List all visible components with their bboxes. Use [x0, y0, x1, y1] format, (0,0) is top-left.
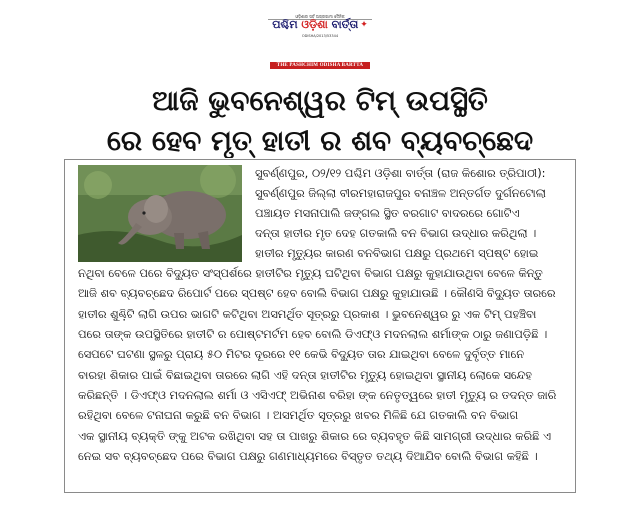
logo-ornament-icon: ✦ [360, 20, 368, 30]
article-line: ପରେ ତାଙ୍କ ଉପସ୍ଥିତିରେ ହାତୀଟି ର ପୋଷ୍ଟମର୍ଟମ ହେବ ବୋଲି ଡିଏଫ୍ଓ ମଦନଲାଲ ଶର୍ମାଙ୍କ ଠାରୁ ଜଣାପଡ଼ିଛି । [78, 327, 548, 341]
elephant-image-icon [78, 165, 242, 262]
registration-number: ODISHA/2013/53344 [301, 34, 339, 38]
newspaper-logo [268, 18, 372, 32]
article-line: ହାତୀର ମୃତ୍ୟୁର କାରଣ ବନବିଭାଗ ପକ୍ଷରୁ ପ୍ରଥମେ ସ୍ପଷ୍ଟ ହୋଇ [255, 246, 539, 260]
article-line: ହାତୀର ଶୁଣ୍ଢ଼ିଟି ଲାଗି ଉପର ଭାଗଟି କଟିଥିବା ଅସମର୍ଥିତ ସୂତ୍ରରୁ ପ୍ରକାଶ । ଭୁବନେଶ୍ୱର ରୁ ଏକ ଟିମ୍ ପହଞ୍ଚିବା [78, 307, 537, 321]
article-line: ପଞ୍ଚାୟତ ମସନାପାଲି ଜଙ୍ଗଲ ସ୍ଥିତ ବରଗାଟ ବାଦରରେ ଗୋଟିଏ [255, 206, 520, 220]
headline-line-1: ଆଜି ଭୁବନେଶ୍ୱର ଟିମ୍ ଉପସ୍ଥିତି [152, 84, 488, 117]
english-name-banner: THE PASHCHIM ODISHA BARTTA [270, 62, 370, 69]
article-line: ଏକ ସ୍ଥାନୀୟ ବ୍ୟକ୍ତି ଙ୍କୁ ଅଟକ ରଖିଥିବା ସହ ତା ପାଖରୁ ଶିକାର ରେ ବ୍ୟବହୃତ କିଛି ସାମଗ୍ରୀ ଉଦ୍ଧାର କରିଛି ଏ [78, 429, 551, 443]
logo-word-3: ବାର୍ତ୍ତା [331, 18, 359, 31]
newspaper-masthead [0, 0, 640, 74]
article-line: ଦନ୍ତା ହାତୀର ମୃତ ଦେହ ଗତକାଲି ବନ ବିଭାଗ ଉଦ୍ଧାର କରିଥିଲା । [255, 226, 537, 240]
headline-line-2: ରେ ହେବ ମୃତ୍ ହାତୀ ର ଶବ ବ୍ୟବଚ୍ଛେଦ [106, 124, 534, 157]
logo-word-1: ପଶ୍ଚିମ [272, 18, 298, 31]
masthead-tagline: ଓଡ଼ିଶାର ସର୍ବ ଅଗ୍ରଗାମୀ ଦୈନିକ [268, 14, 372, 20]
article-box [64, 159, 576, 493]
article-line: ନେଇ ସବ ବ୍ୟବଚ୍ଛେଦ ପରେ ବିଭାଗ ପକ୍ଷରୁ ଗଣମାଧ୍ୟମରେ ବିସ୍ତୃତ ତଥ୍ୟ ଦିଆଯିବ ବୋଲି ବିଭାଗ କହିଛି । [78, 449, 538, 463]
article-line: ରହିଥିବା ବେଳେ ଟନାଘନା କରୁଛି ବନ ବିଭାଗ । ଅସମର୍ଥିତ ସୂତ୍ରରୁ ଖବର ମିଳିଛି ଯେ ଗତକାଲି ବନ ବିଭାଗ [78, 408, 519, 422]
article-line: ସୁବର୍ଣ୍ଣପୁର ଜିଲ୍ଲା ବୀରମହାରାଜପୁର ବନାଞ୍ଚଳ ଅନ୍ତର୍ଗତ ଦୁର୍ଗନଟୋଲା [255, 186, 546, 200]
article-line: ନଥିବା ବେଳେ ପରେ ବିଦ୍ୟୁତ ସଂସ୍ପର୍ଶରେ ହାତୀଟିର ମୃତ୍ୟୁ ଘଟିଥିବା ବିଭାଗ ପକ୍ଷରୁ କୁହାଯାଉଥିବା ବେଳେ କିନ୍ତୁ [78, 266, 543, 280]
article-line: ବାରହା ଶିକାର ପାଇଁ ବିଛାଇଥିବା ତାରରେ ଲାଗି ଏହି ଦନ୍ତା ହାତୀଟିର ମୃତ୍ୟୁ ହୋଇଥିବା ସ୍ଥାନୀୟ ଲୋକେ ସନ୍ଦେହ [78, 368, 532, 382]
article-line: ସେପଟେ ଘଟଣା ସ୍ଥଳରୁ ପ୍ରାୟ ୫୦ ମିଟର ଦୂରରେ ୧୧ କେଭି ବିଦ୍ୟୁତ ତାର ଯାଇଥିବା ବେଳେ ଦୁର୍ବୃତ୍ତ ମାନେ [78, 347, 525, 361]
article-line: ଆଜି ଶବ ବ୍ୟବଚ୍ଛେଦ ରିପୋର୍ଟ ପରେ ସ୍ପଷ୍ଟ ହେବ ବୋଲି ବିଭାଗ ପକ୍ଷରୁ କୁହାଯାଉଛି । କୌଣସି ବିଦ୍ୟୁତ ତାରରେ [78, 286, 556, 300]
logo-word-2: ଓଡ଼ିଶା [301, 18, 328, 31]
elephant-photo [78, 165, 242, 262]
article-line: ସୁବର୍ଣ୍ଣପୁର, ୦୨/୧୨ ପଶ୍ଚିମ ଓଡ଼ିଶା ବାର୍ତ୍ତା (ରାଜ କିଶୋର ତ୍ରିପାଠୀ): [255, 166, 546, 180]
article-line: କରିଛନ୍ତି । ଡିଏଫ୍ଓ ମଦନଲାଲ ଶର୍ମା ଓ ଏସିଏଫ୍ ଅଭିନାଶ ବରିହା ଙ୍କ ନେତୃତ୍ୱରେ ହାତୀ ମୃତ୍ୟୁ ର ତଦନ୍ତ ଜାରି [78, 388, 557, 402]
